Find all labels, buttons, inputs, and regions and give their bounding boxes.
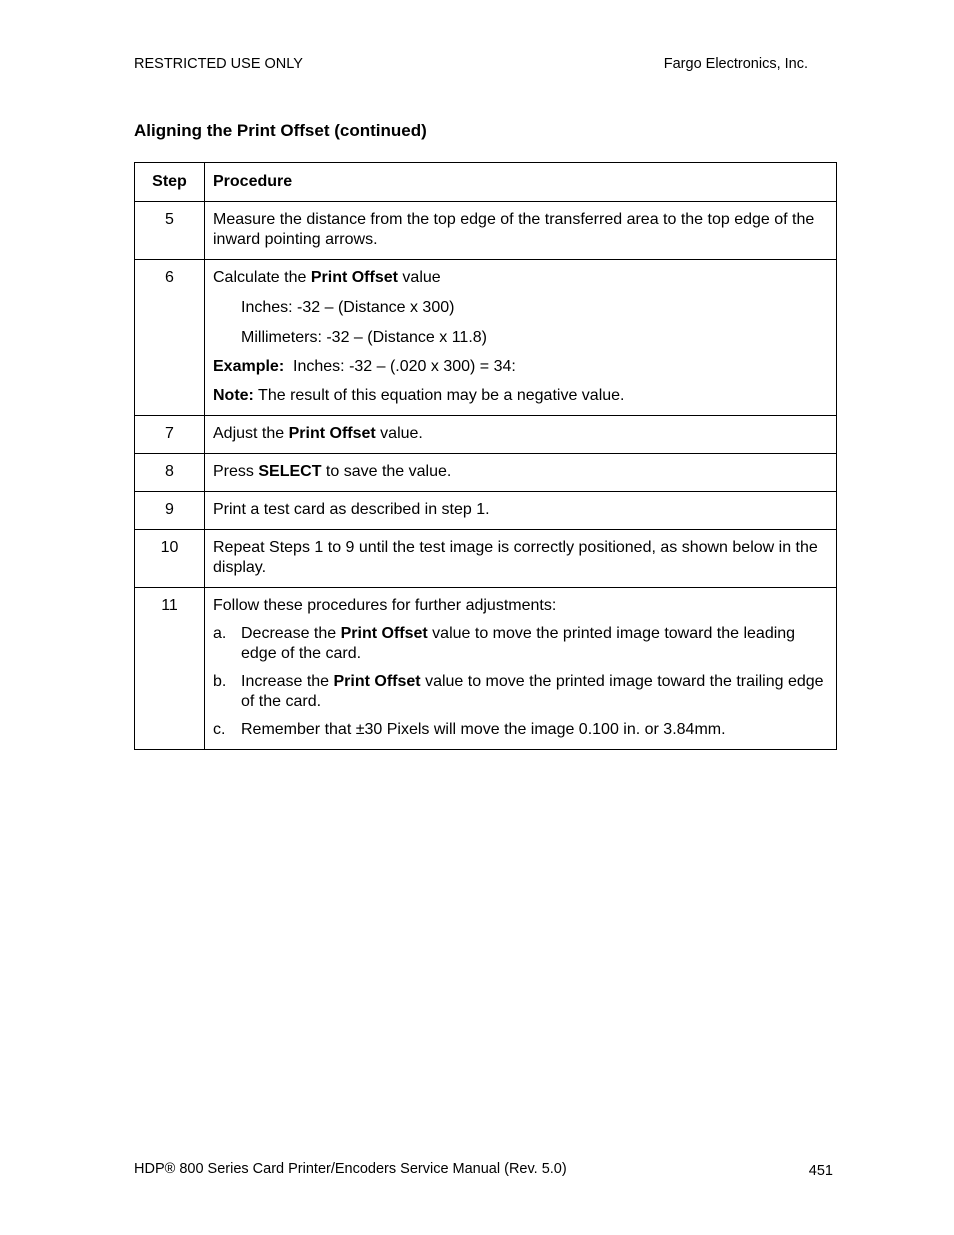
text-segment: Decrease the bbox=[241, 625, 341, 642]
header-restricted-label: RESTRICTED USE ONLY bbox=[134, 56, 303, 72]
step-number: 6 bbox=[135, 260, 205, 416]
procedure-text bbox=[213, 268, 828, 288]
table-row bbox=[135, 588, 837, 750]
list-letter: b. bbox=[213, 673, 227, 690]
bold-term: Print Offset bbox=[333, 673, 421, 690]
procedure-cell bbox=[205, 530, 837, 588]
text-segment: value to move the printed image toward the trailing edge of the card. bbox=[241, 673, 824, 710]
millimeters-formula: Millimeters: -32 – (Distance x 11.8) bbox=[241, 329, 487, 346]
bold-term: Print Offset bbox=[310, 269, 398, 286]
text-segment: value bbox=[397, 269, 441, 286]
text-segment: value. bbox=[375, 425, 423, 442]
step-number: 9 bbox=[135, 492, 205, 530]
text-segment: Increase the bbox=[241, 673, 334, 690]
note-line bbox=[213, 386, 828, 406]
list-letter: c. bbox=[213, 721, 226, 738]
list-text bbox=[241, 624, 828, 664]
procedure-intro: Follow these procedures for further adjustments: bbox=[213, 597, 557, 614]
list-text: Remember that ±30 Pixels will move the image 0.100 in. or 3.84mm. bbox=[241, 721, 726, 738]
bold-term: Print Offset bbox=[288, 425, 376, 442]
step-number: 10 bbox=[135, 530, 205, 588]
footer-manual-title: HDP® 800 Series Card Printer/Encoders Service Manual (Rev. 5.0) bbox=[134, 1161, 567, 1177]
step-number: 5 bbox=[135, 202, 205, 260]
table-row bbox=[135, 530, 837, 588]
step-number: 7 bbox=[135, 416, 205, 454]
procedure-cell bbox=[205, 416, 837, 454]
section-title: Aligning the Print Offset (continued) bbox=[134, 121, 427, 140]
header-company-name: Fargo Electronics, Inc. bbox=[663, 56, 808, 72]
list-letter: a. bbox=[213, 625, 227, 642]
list-text bbox=[241, 672, 828, 712]
step-column-header: Step bbox=[135, 163, 205, 202]
procedure-table bbox=[134, 162, 837, 750]
procedure-cell bbox=[205, 260, 837, 416]
procedure-column-header: Procedure bbox=[205, 163, 837, 202]
procedure-text: Print a test card as described in step 1. bbox=[213, 501, 490, 518]
procedure-text bbox=[213, 462, 828, 482]
note-text: The result of this equation may be a negative value. bbox=[253, 387, 625, 404]
table-row bbox=[135, 492, 837, 530]
table-row bbox=[135, 202, 837, 260]
example-label: Example: bbox=[213, 358, 285, 375]
list-item bbox=[213, 720, 828, 740]
list-item bbox=[213, 624, 828, 664]
procedure-text: Measure the distance from the top edge of the transferred area to the top edge of the inward pointing arrows. bbox=[213, 211, 815, 248]
bold-term: Print Offset bbox=[340, 625, 428, 642]
bold-term: SELECT bbox=[258, 463, 322, 480]
procedure-cell bbox=[205, 454, 837, 492]
step-number: 8 bbox=[135, 454, 205, 492]
text-segment: Adjust the bbox=[213, 425, 289, 442]
text-segment: to save the value. bbox=[321, 463, 452, 480]
table-row bbox=[135, 454, 837, 492]
text-segment: value to move the printed image toward the leading edge of the card. bbox=[241, 625, 796, 662]
text-segment: Press bbox=[213, 463, 259, 480]
procedure-cell bbox=[205, 492, 837, 530]
list-item bbox=[213, 672, 828, 712]
example-text: Inches: -32 – (.020 x 300) = 34: bbox=[284, 358, 516, 375]
note-label: Note: bbox=[213, 387, 254, 404]
table-row bbox=[135, 416, 837, 454]
step-number: 11 bbox=[135, 588, 205, 750]
example-line bbox=[213, 357, 828, 377]
page-number: 451 bbox=[808, 1163, 833, 1179]
text-segment: Calculate the bbox=[213, 269, 311, 286]
table-header-row bbox=[135, 163, 837, 202]
inches-formula: Inches: -32 – (Distance x 300) bbox=[241, 299, 455, 316]
procedure-text bbox=[213, 424, 828, 444]
table-row bbox=[135, 260, 837, 416]
procedure-text: Repeat Steps 1 to 9 until the test image is correctly positioned, as shown below in the display. bbox=[213, 539, 818, 576]
procedure-cell bbox=[205, 202, 837, 260]
procedure-cell bbox=[205, 588, 837, 750]
